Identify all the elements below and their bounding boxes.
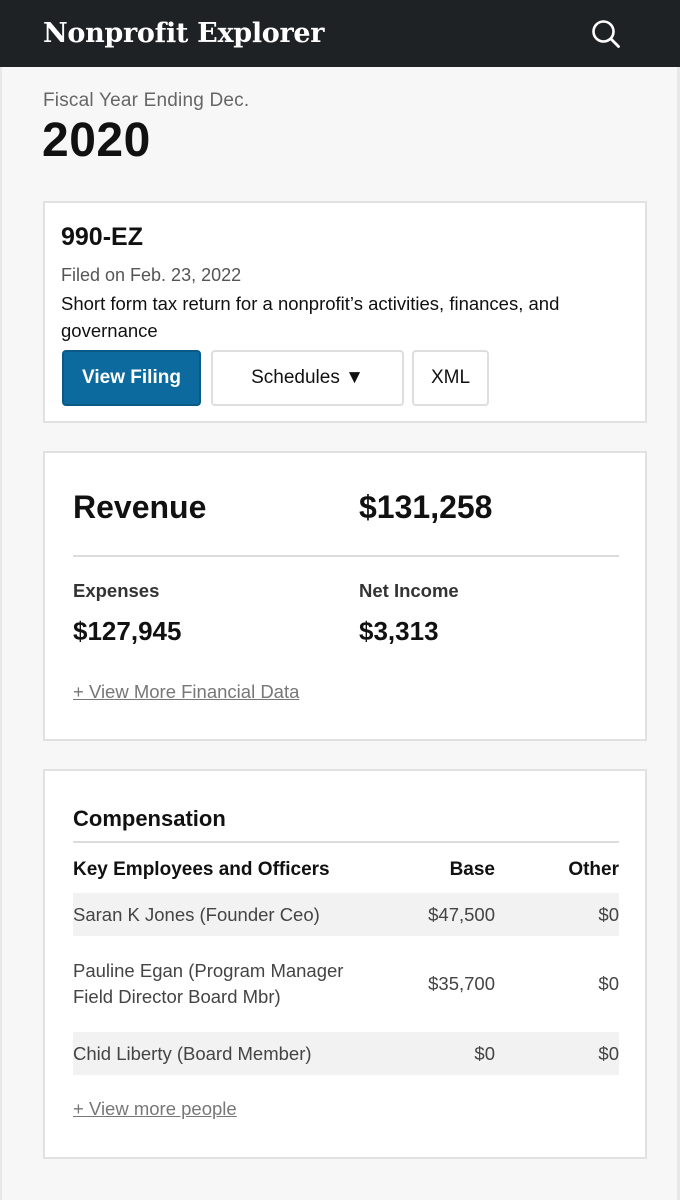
column-header-name: Key Employees and Officers — [73, 859, 330, 880]
other-compensation: $0 — [598, 903, 619, 925]
expenses-label: Expenses — [73, 580, 160, 601]
table-row — [73, 936, 619, 1032]
base-compensation: $0 — [474, 1042, 495, 1064]
filing-card — [43, 201, 647, 423]
view-more-people-link[interactable]: + View more people — [73, 1098, 237, 1119]
xml-button[interactable]: XML — [412, 350, 489, 406]
filed-on-date: Filed on Feb. 23, 2022 — [61, 265, 242, 285]
employee-name: Chid Liberty (Board Member) — [73, 1042, 312, 1064]
compensation-table — [73, 847, 619, 1075]
column-header-base: Base — [449, 859, 495, 880]
page-left-edge — [0, 67, 2, 1200]
revenue-value: $131,258 — [359, 489, 493, 525]
table-row — [73, 1032, 619, 1075]
net-income-label: Net Income — [359, 580, 459, 601]
compensation-card — [43, 769, 647, 1159]
fiscal-year: 2020 — [42, 114, 151, 167]
column-header-other: Other — [568, 859, 619, 880]
form-description: Short form tax return for a nonprofit’s activities, finances, and governance — [61, 293, 560, 341]
net-income-value: $3,313 — [359, 616, 439, 646]
divider — [73, 841, 619, 843]
top-navigation-bar — [0, 0, 680, 67]
financial-summary-card — [43, 451, 647, 741]
fiscal-year-label: Fiscal Year Ending Dec. — [43, 90, 250, 111]
employee-name: Pauline Egan (Program Manager Field Director Board Mbr) — [73, 960, 344, 1007]
compensation-title: Compensation — [73, 806, 226, 831]
other-compensation: $0 — [598, 973, 619, 994]
revenue-label: Revenue — [73, 489, 207, 525]
table-row — [73, 893, 619, 936]
employee-name: Saran K Jones (Founder Ceo) — [73, 903, 320, 925]
schedules-dropdown-button[interactable]: Schedules ▼ — [211, 350, 404, 406]
base-compensation: $47,500 — [428, 903, 495, 925]
expenses-value: $127,945 — [73, 616, 182, 646]
site-logo[interactable]: Nonprofit Explorer — [43, 18, 325, 49]
divider — [73, 555, 619, 557]
view-more-financial-data-link[interactable]: + View More Financial Data — [73, 681, 300, 702]
view-filing-button[interactable]: View Filing — [62, 350, 201, 406]
other-compensation: $0 — [598, 1042, 619, 1064]
table-header — [73, 847, 619, 893]
search-icon[interactable] — [590, 18, 622, 50]
base-compensation: $35,700 — [428, 973, 495, 994]
form-type-title: 990-EZ — [61, 223, 143, 251]
